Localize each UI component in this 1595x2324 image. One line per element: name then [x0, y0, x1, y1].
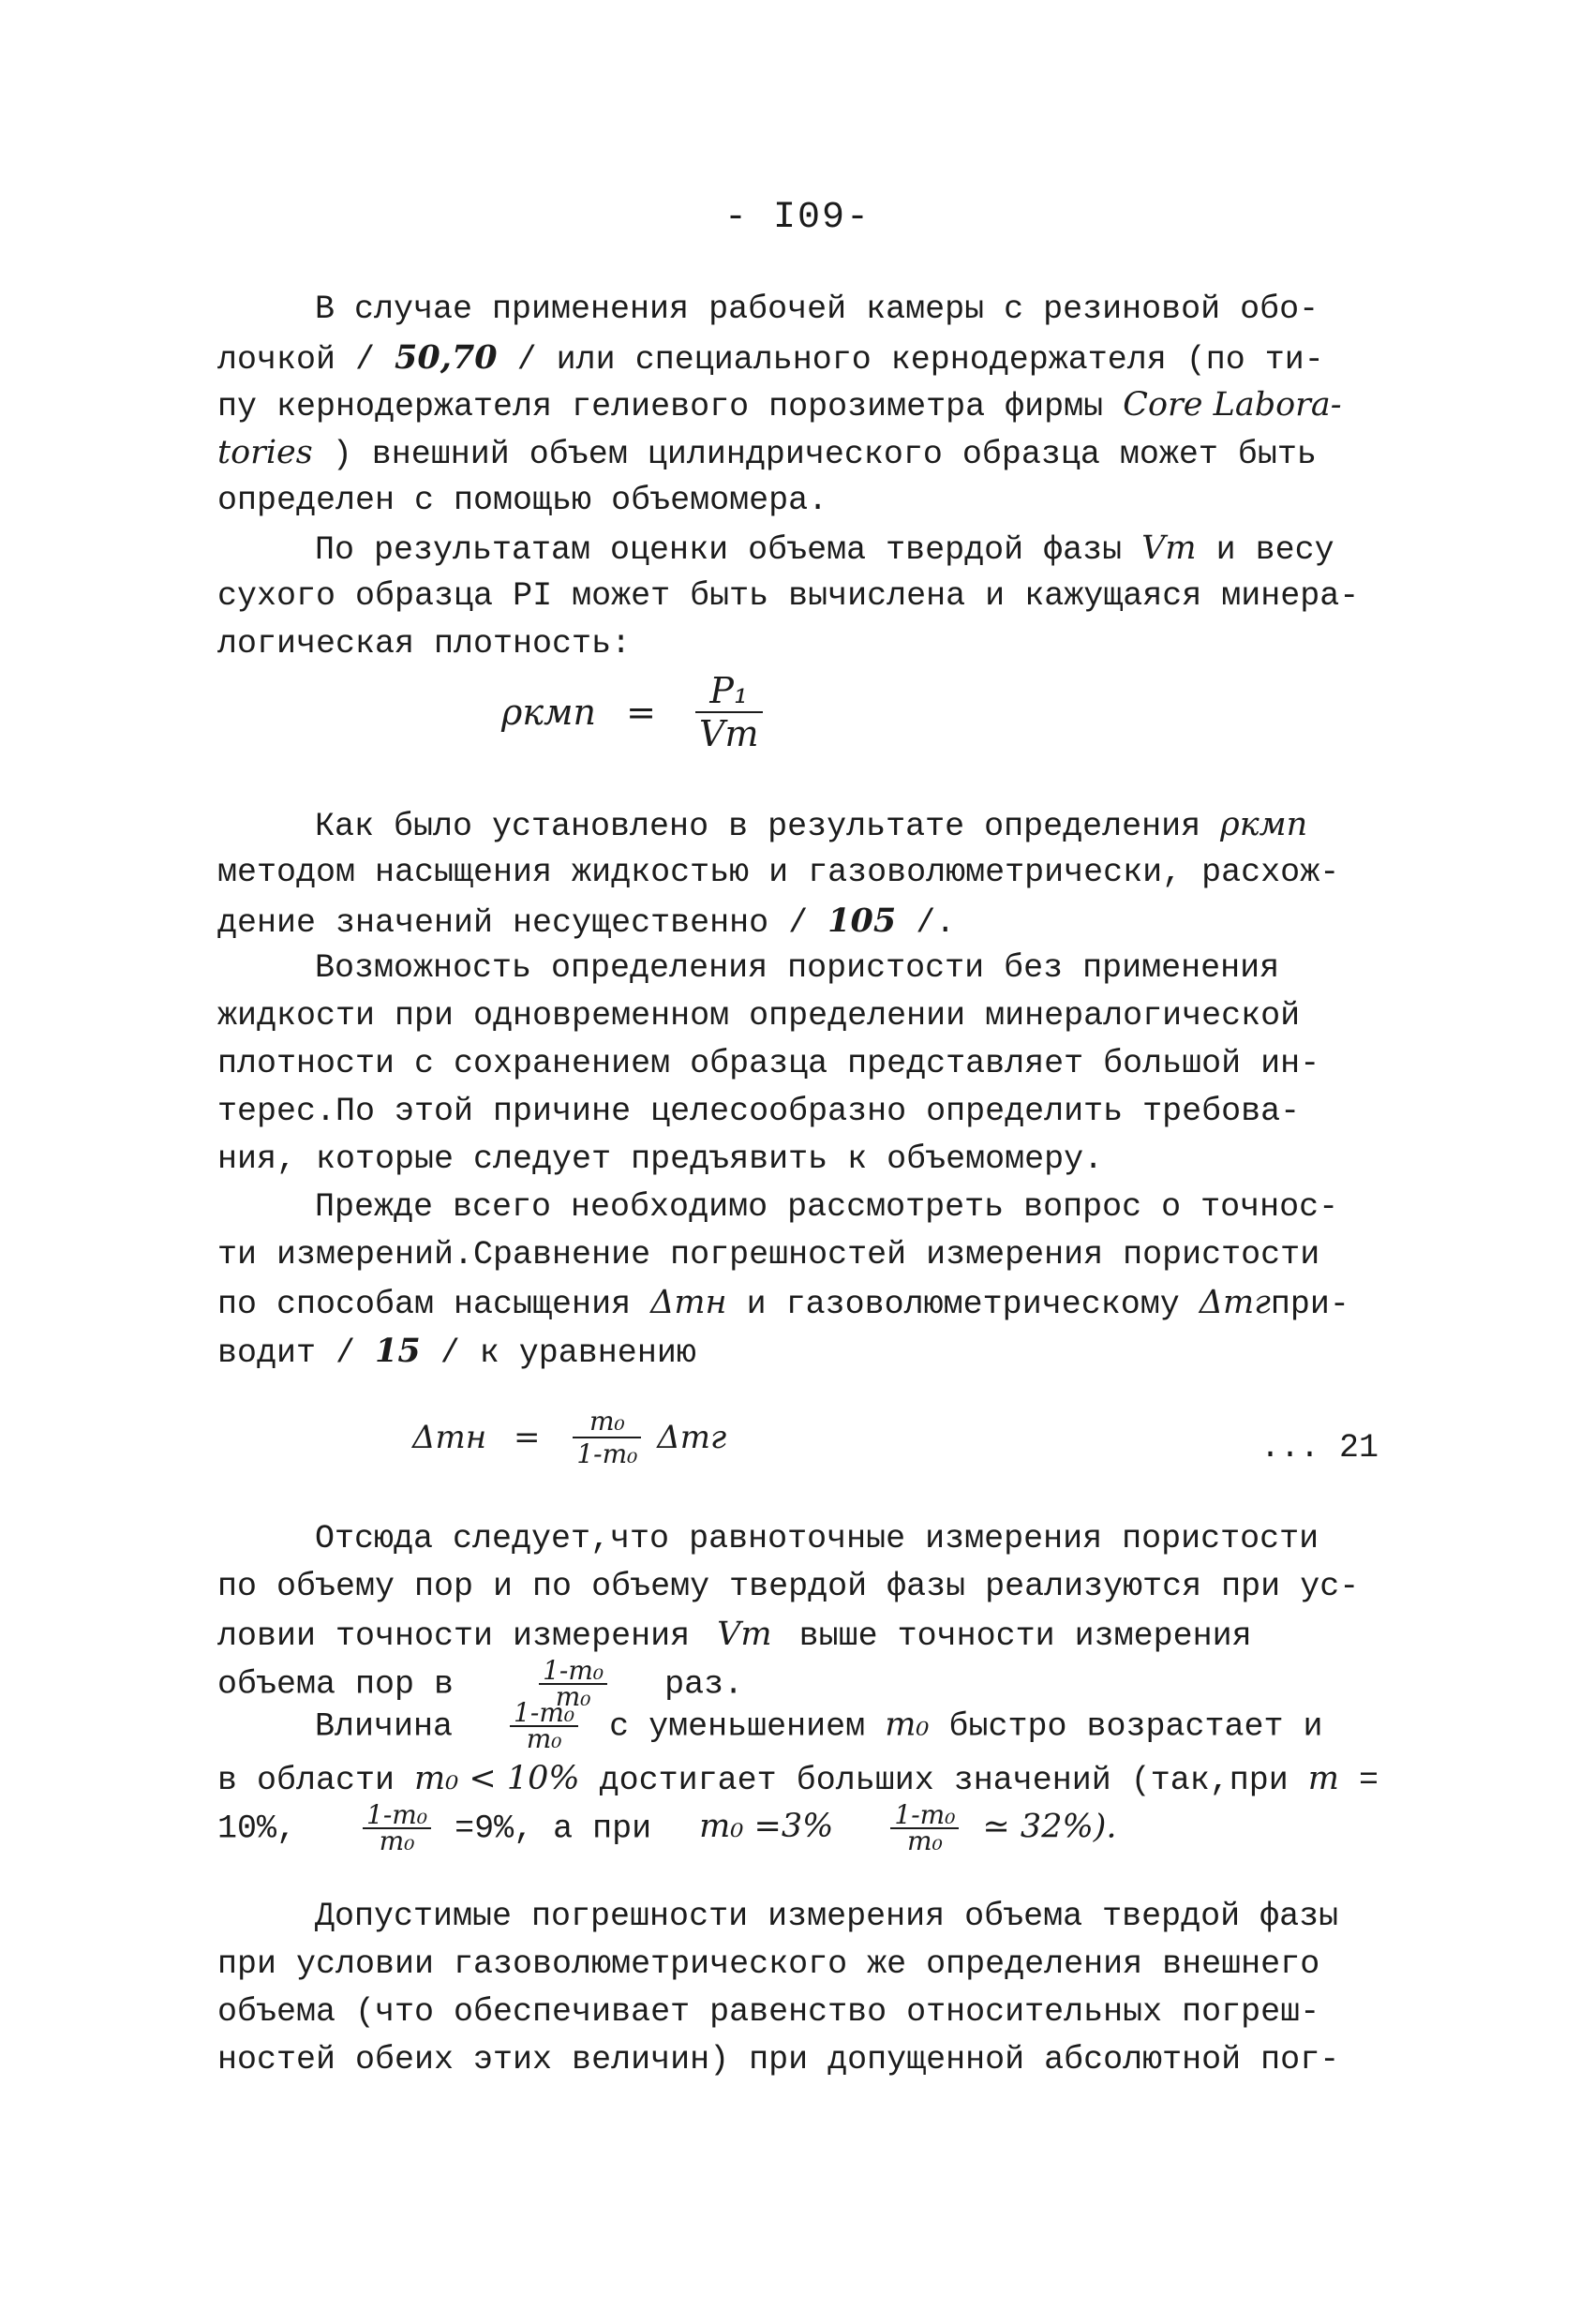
- text-run: / к уравнению: [440, 1334, 696, 1372]
- formula-fraction: [573, 1406, 641, 1469]
- paragraph-1: [217, 286, 1408, 525]
- text-line: В случае применения рабочей камеры с резиновой обо-: [315, 290, 1319, 328]
- fraction-numerator: 1-m₀: [539, 1659, 607, 1685]
- text-line: Прежде всего необходимо рассмотреть вопрос о точнос-: [315, 1188, 1339, 1226]
- paragraph-8: [217, 1893, 1408, 2084]
- fraction-numerator: m₀: [573, 1406, 641, 1438]
- fraction-numerator: 1-m₀: [890, 1803, 959, 1829]
- company-name: Core Labora-: [1123, 386, 1342, 424]
- text-line: [217, 1697, 1408, 1755]
- text-line: методом насыщения жидкостью и газоволюметрически, расхож-: [217, 854, 1340, 891]
- text-run: в области: [217, 1762, 395, 1799]
- math-symbol: m: [1307, 1760, 1339, 1797]
- text-run: пу кернодержателя гелиевого порозиметра фирмы: [217, 388, 1104, 425]
- text-run: =9%, а при: [455, 1810, 652, 1848]
- paragraph-2: [217, 525, 1408, 668]
- math-symbol: m₀ < 10%: [414, 1760, 580, 1797]
- math-symbol: m₀: [885, 1706, 930, 1744]
- text-run: ловии точности измерения: [217, 1617, 691, 1655]
- text-line: [217, 1799, 1408, 1857]
- text-run: ) внешний объем цилиндрического образца может быть: [332, 436, 1317, 473]
- text-run: с уменьшением: [609, 1707, 866, 1746]
- text-line: [217, 1611, 1408, 1659]
- equation-number: ... 21: [1260, 1429, 1379, 1467]
- text-line: [217, 525, 1408, 573]
- formula-lhs: ρкмп: [501, 692, 597, 733]
- text-run: при-: [1270, 1286, 1349, 1323]
- text-run: может быть вычислена и кажущаяся минера-: [572, 577, 1360, 615]
- text-line: [217, 1327, 1408, 1375]
- text-line: объема (что обеспечивает равенство относительных погреш-: [217, 1993, 1320, 2031]
- text-run: / или специального кернодержателя (по ти-: [516, 341, 1324, 379]
- text-run: и газоволюметрическому: [746, 1286, 1180, 1323]
- text-line: ния, которые следует предъявить к объемомеру.: [217, 1140, 1104, 1178]
- fraction-numerator: 1-m₀: [363, 1803, 431, 1829]
- text-line: плотности с сохранением образца представляет большой ин-: [217, 1045, 1320, 1082]
- reference-number: 105: [827, 901, 897, 940]
- inline-fraction: [510, 1697, 578, 1754]
- text-line: ностей обеих этих величин) при допущенной абсолютной пог-: [217, 2041, 1340, 2078]
- company-name: tories: [217, 434, 313, 471]
- fraction-numerator: P₁: [695, 670, 762, 713]
- text-line: Допустимые погрешности измерения объема твердой фазы: [315, 1898, 1339, 1935]
- text-line: жидкости при одновременном определении минералогической: [217, 997, 1301, 1035]
- formula-equals: =: [626, 692, 656, 733]
- reference-number: 15: [375, 1332, 421, 1370]
- text-line: [217, 334, 1408, 381]
- fraction-denominator: m₀: [526, 1723, 562, 1754]
- inline-fraction: [890, 1799, 959, 1856]
- text-line: Отсюда следует,что равноточные измерения пористости: [315, 1520, 1319, 1557]
- math-symbol: Δmг: [1199, 1284, 1271, 1321]
- text-line: [217, 1755, 1408, 1803]
- page-number: - I09-: [723, 197, 872, 239]
- fraction-denominator: m₀: [907, 1825, 943, 1856]
- text-run: =: [1359, 1762, 1379, 1799]
- text-line: [217, 381, 1408, 429]
- text-run: по способам насыщения: [217, 1286, 632, 1323]
- text-run: лочкой /: [217, 341, 376, 379]
- fraction-numerator: 1-m₀: [510, 1701, 578, 1727]
- text-run: По результатам оценки объема твердой фазы: [315, 531, 1123, 569]
- formula-equals: =: [514, 1419, 541, 1456]
- fraction-denominator: m₀: [555, 1681, 591, 1712]
- paragraph-7: [217, 1697, 1408, 1857]
- math-symbol: m₀ =3%: [699, 1808, 834, 1846]
- text-line: Возможность определения пористости без применения: [315, 949, 1280, 987]
- fraction-denominator: Vт: [699, 713, 759, 754]
- formula-lhs: Δmн: [412, 1419, 487, 1456]
- fraction-denominator: m₀: [379, 1825, 415, 1856]
- math-symbol: Vт: [717, 1616, 772, 1653]
- text-line: [217, 573, 1408, 620]
- text-run: /.: [916, 904, 956, 942]
- text-run: раз.: [664, 1665, 744, 1704]
- paragraph-3: [217, 801, 1408, 945]
- math-symbol: PI: [513, 577, 553, 615]
- math-symbol: Vт: [1141, 529, 1197, 567]
- text-run: и весу: [1215, 531, 1334, 569]
- text-run: 10%,: [217, 1810, 297, 1848]
- text-line: терес.По этой причине целесообразно определить требова-: [217, 1093, 1301, 1130]
- text-line: по объему пор и по объему твердой фазы реализуются при ус-: [217, 1568, 1360, 1605]
- text-run: дение значений несущественно /: [217, 904, 809, 942]
- fraction-denominator: 1-m₀: [576, 1438, 638, 1469]
- text-line: ти измерений.Сравнение погрешностей измерения пористости: [217, 1236, 1320, 1274]
- paragraph-6: [217, 1515, 1408, 1711]
- text-run: водит /: [217, 1334, 356, 1372]
- text-run: Вличина: [315, 1707, 454, 1746]
- text-run: сухого образца: [217, 577, 494, 615]
- formula-density: [501, 670, 763, 754]
- math-symbol: ρкмп: [1220, 806, 1308, 843]
- inline-fraction: [363, 1799, 431, 1856]
- text-line: при условии газоволюметрического же определения внешнего: [217, 1945, 1320, 1983]
- reference-number: 50,70: [395, 338, 498, 377]
- formula-equation-21: [412, 1406, 726, 1469]
- text-run: ≃ 32%).: [982, 1808, 1117, 1846]
- text-line: [217, 429, 1408, 477]
- formula-fraction: [695, 670, 762, 754]
- text-run: Как было установлено в результате определения: [315, 808, 1201, 845]
- math-symbol: Δmн: [650, 1284, 727, 1321]
- text-run: объема пор в: [217, 1665, 455, 1704]
- text-line: [217, 801, 1408, 849]
- paragraph-4: [217, 945, 1408, 1184]
- formula-rhs: Δmг: [657, 1419, 727, 1456]
- text-line: определен с помощью объемомера.: [217, 482, 828, 519]
- text-line: [217, 1279, 1408, 1327]
- text-run: выше точности измерения: [798, 1617, 1252, 1655]
- text-run: быстро возрастает и: [948, 1707, 1323, 1746]
- paragraph-5: [217, 1184, 1408, 1375]
- text-run: достигает больших значений (так,при: [599, 1762, 1289, 1799]
- text-line: логическая плотность:: [217, 625, 632, 663]
- text-line: [217, 897, 1408, 945]
